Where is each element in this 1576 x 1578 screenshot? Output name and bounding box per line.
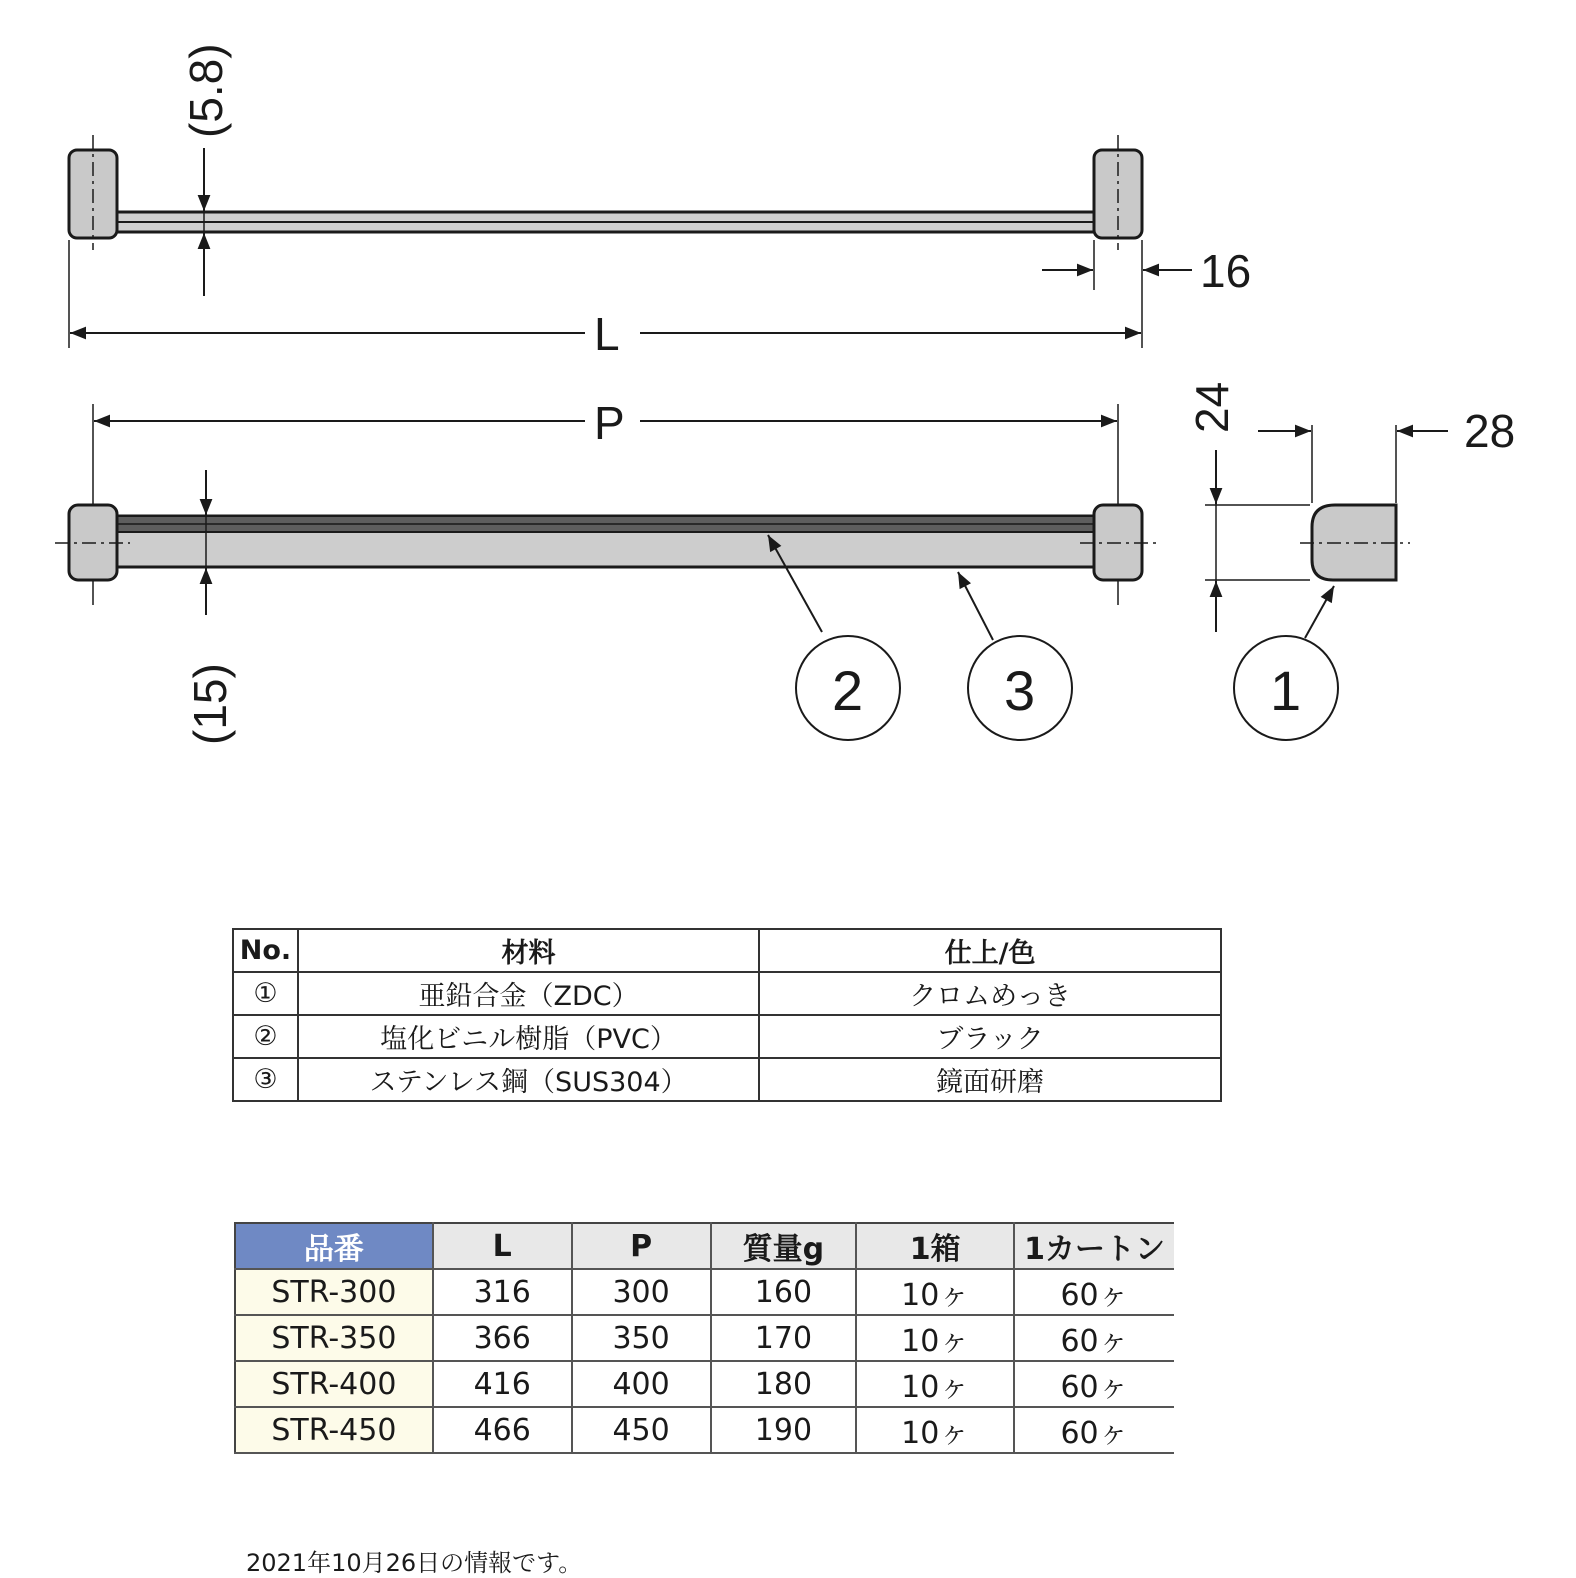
dim-cap-height: 24	[1186, 381, 1238, 433]
part-number: STR-450	[235, 1407, 433, 1453]
header-P: P	[572, 1223, 711, 1269]
material-name: 亜鉛合金（ZDC）	[298, 972, 759, 1015]
value-per-carton: 60ヶ	[1014, 1407, 1174, 1453]
value-P: 300	[572, 1269, 711, 1315]
header-per-box: 1箱	[856, 1223, 1014, 1269]
material-finish: ブラック	[759, 1015, 1221, 1058]
header-part-number: 品番	[235, 1223, 433, 1269]
spec-row	[235, 1269, 1174, 1315]
header-per-carton: 1カートン	[1014, 1223, 1174, 1269]
value-per-box: 10ヶ	[856, 1315, 1014, 1361]
value-L: 416	[433, 1361, 572, 1407]
dim-cap-length: 16	[1200, 245, 1252, 297]
dim-cap-width: 28	[1464, 405, 1516, 457]
callout-label-1: 1	[1270, 659, 1302, 722]
dim-length-L: L	[594, 308, 620, 360]
value-per-carton: 60ヶ	[1014, 1361, 1174, 1407]
value-L: 316	[433, 1269, 572, 1315]
value-P: 400	[572, 1361, 711, 1407]
dim-pitch-P: P	[594, 397, 625, 449]
materials-table	[232, 928, 1222, 1102]
material-no: ②	[233, 1015, 298, 1058]
dim-rod-diameter: (5.8)	[180, 43, 232, 138]
material-finish: 鏡面研磨	[759, 1058, 1221, 1101]
header-finish: 仕上/色	[759, 929, 1221, 972]
spec-row	[235, 1361, 1174, 1407]
callout-label-3: 3	[1004, 659, 1036, 722]
value-P: 450	[572, 1407, 711, 1453]
value-per-box: 10ヶ	[856, 1269, 1014, 1315]
spec-table	[234, 1222, 1174, 1454]
material-no: ①	[233, 972, 298, 1015]
material-row	[233, 972, 1221, 1015]
value-L: 466	[433, 1407, 572, 1453]
header-L: L	[433, 1223, 572, 1269]
part-number: STR-300	[235, 1269, 433, 1315]
value-per-box: 10ヶ	[856, 1407, 1014, 1453]
value-per-carton: 60ヶ	[1014, 1269, 1174, 1315]
value-mass: 170	[711, 1315, 857, 1361]
material-no: ③	[233, 1058, 298, 1101]
spec-row	[235, 1407, 1174, 1453]
material-finish: クロムめっき	[759, 972, 1221, 1015]
value-per-carton: 60ヶ	[1014, 1315, 1174, 1361]
material-row	[233, 1058, 1221, 1101]
dim-height: (15)	[184, 663, 236, 745]
spec-header-row	[235, 1223, 1174, 1269]
value-L: 366	[433, 1315, 572, 1361]
part-number: STR-400	[235, 1361, 433, 1407]
footnote: 2021年10月26日の情報です。	[246, 1549, 583, 1577]
spec-row	[235, 1315, 1174, 1361]
callout-label-2: 2	[832, 659, 864, 722]
value-per-box: 10ヶ	[856, 1361, 1014, 1407]
part-number: STR-350	[235, 1315, 433, 1361]
side-view	[1205, 425, 1448, 740]
header-mass: 質量g	[711, 1223, 857, 1269]
value-mass: 160	[711, 1269, 857, 1315]
header-material: 材料	[298, 929, 759, 972]
header-no: No.	[233, 929, 298, 972]
materials-header-row	[233, 929, 1221, 972]
value-mass: 180	[711, 1361, 857, 1407]
material-row	[233, 1015, 1221, 1058]
material-name: ステンレス鋼（SUS304）	[298, 1058, 759, 1101]
value-mass: 190	[711, 1407, 857, 1453]
material-name: 塩化ビニル樹脂（PVC）	[298, 1015, 759, 1058]
value-P: 350	[572, 1315, 711, 1361]
top-view	[69, 135, 1192, 348]
